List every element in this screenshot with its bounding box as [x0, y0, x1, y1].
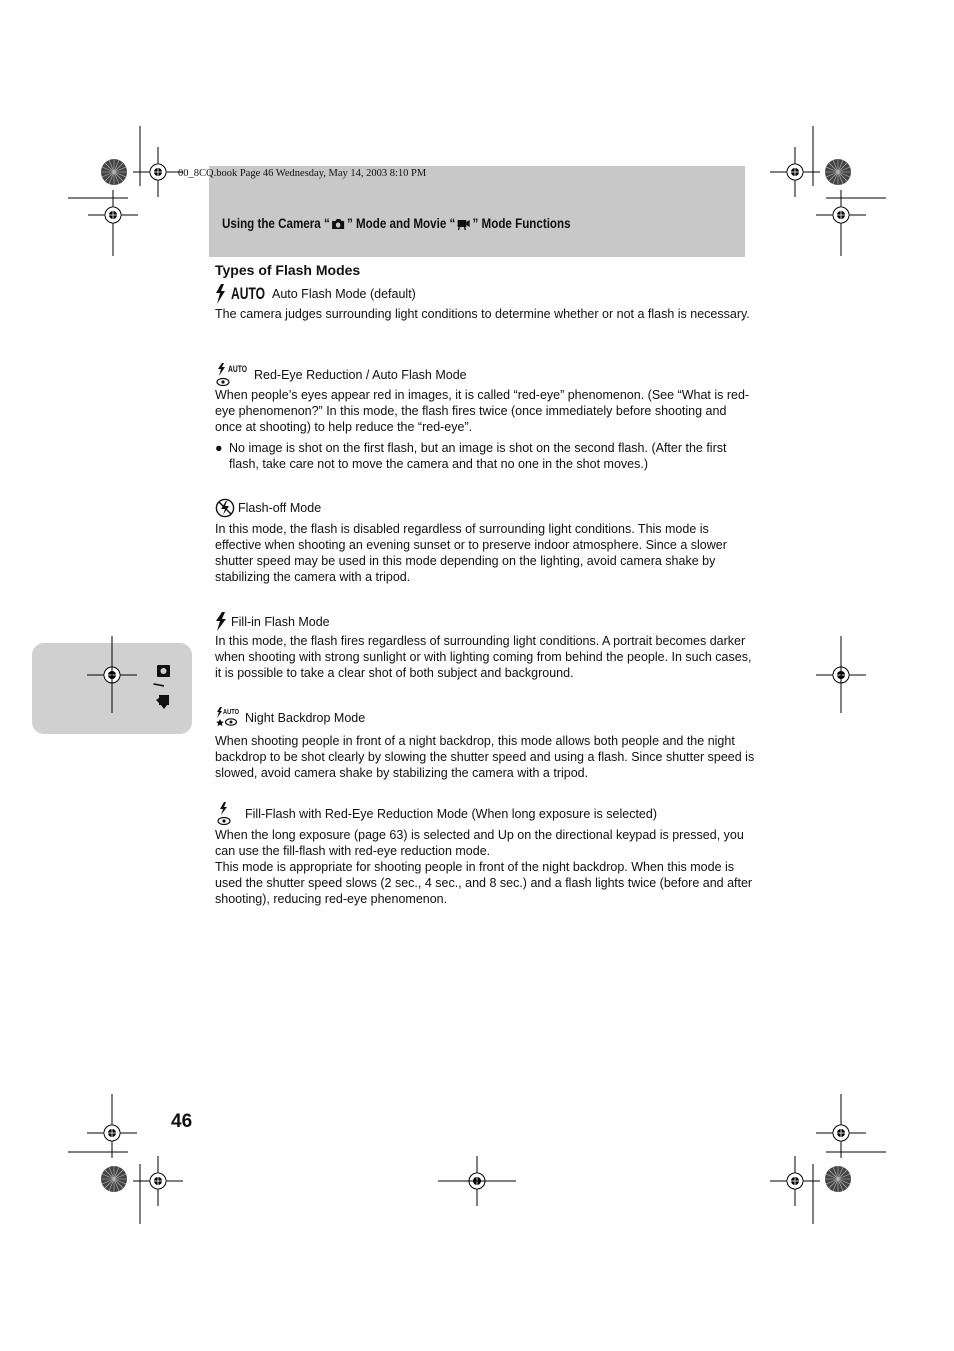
svg-text:AUTO: AUTO: [228, 364, 247, 374]
book-info: 00_8CQ.book Page 46 Wednesday, May 14, 2003 8:10 PM: [178, 168, 427, 179]
mode-description: In this mode, the flash is disabled regardless of surrounding light conditions. This mode is effective when shooting an evening sunset or to preserve indoor atmosphere. Since a slower shutter speed may be used in this mode depending on the lighting, avoid camera shake by stabilizing the camera with a tripod.: [215, 522, 727, 584]
section-title-part3: ” Mode Functions: [472, 216, 571, 231]
mode-description: The camera judges surrounding light conditions to determine whether or not a flash is necessary.: [215, 307, 750, 321]
bullet-text: No image is shot on the first flash, but an image is shot on the second flash. (After the first flash, take care not to move the camera and that no one in the shot moves.): [229, 441, 727, 471]
star-target-bottom-right: [825, 1166, 851, 1192]
mode-description: When people’s eyes appear red in images, it is called “red-eye” phenomenon. (See “What is red-eye phenomenon?” In this mode, the flash fires twice (once immediately before shooting and once at shooting) to help reduce the “red-eye”.: [215, 388, 750, 434]
section-title-part1: Using the Camera “: [222, 216, 330, 231]
mode-label: Fill-in Flash Mode: [231, 614, 330, 629]
mode-label: Red-Eye Reduction / Auto Flash Mode: [254, 368, 467, 382]
side-tab-separator: /: [150, 683, 167, 687]
star-target-top-right: [825, 159, 851, 185]
mode-description: When shooting people in front of a night backdrop, this mode allows both people and the night backdrop to be shot clearly by slowing the shutter speed and using a flash. Since shutter speed is slowed, avoid camera shake by stabilizing the camera with a tripod.: [215, 734, 755, 780]
star-target-bottom-left: [101, 1166, 127, 1192]
svg-text:AUTO: AUTO: [223, 709, 240, 716]
mode-description: This mode is appropriate for shooting people in front of the night backdrop. When this mode is used the shutter speed slows (2 sec., 4 sec., and 8 sec.) and a flash lights twice (before and after shooting), reducing red-eye phenomenon.: [215, 860, 753, 906]
mode-label: Flash-off Mode: [238, 501, 322, 515]
mode-description: When the long exposure (page 63) is selected and Up on the directional keypad is pressed, you can use the fill-flash with red-eye reduction mode.: [215, 828, 744, 858]
section-title-part2: ” Mode and Movie “: [346, 216, 456, 231]
svg-text:AUTO: AUTO: [231, 284, 265, 303]
star-target-top-left: [101, 159, 127, 185]
bullet-dot: ●: [215, 441, 223, 455]
mode-label: Auto Flash Mode (default): [272, 287, 416, 301]
mode-label: Night Backdrop Mode: [245, 711, 366, 725]
mode-description: In this mode, the flash fires regardless of surrounding light conditions. A portrait becomes darker when shooting with strong sunlight or with lighting coming from behind the people. In such cases, it is possible to take a clear shot of both subject and background.: [215, 634, 752, 680]
mode-label: Fill-Flash with Red-Eye Reduction Mode (When long exposure is selected): [245, 807, 657, 821]
page-heading: Types of Flash Modes: [215, 262, 361, 278]
page-number: 46: [171, 1111, 193, 1132]
